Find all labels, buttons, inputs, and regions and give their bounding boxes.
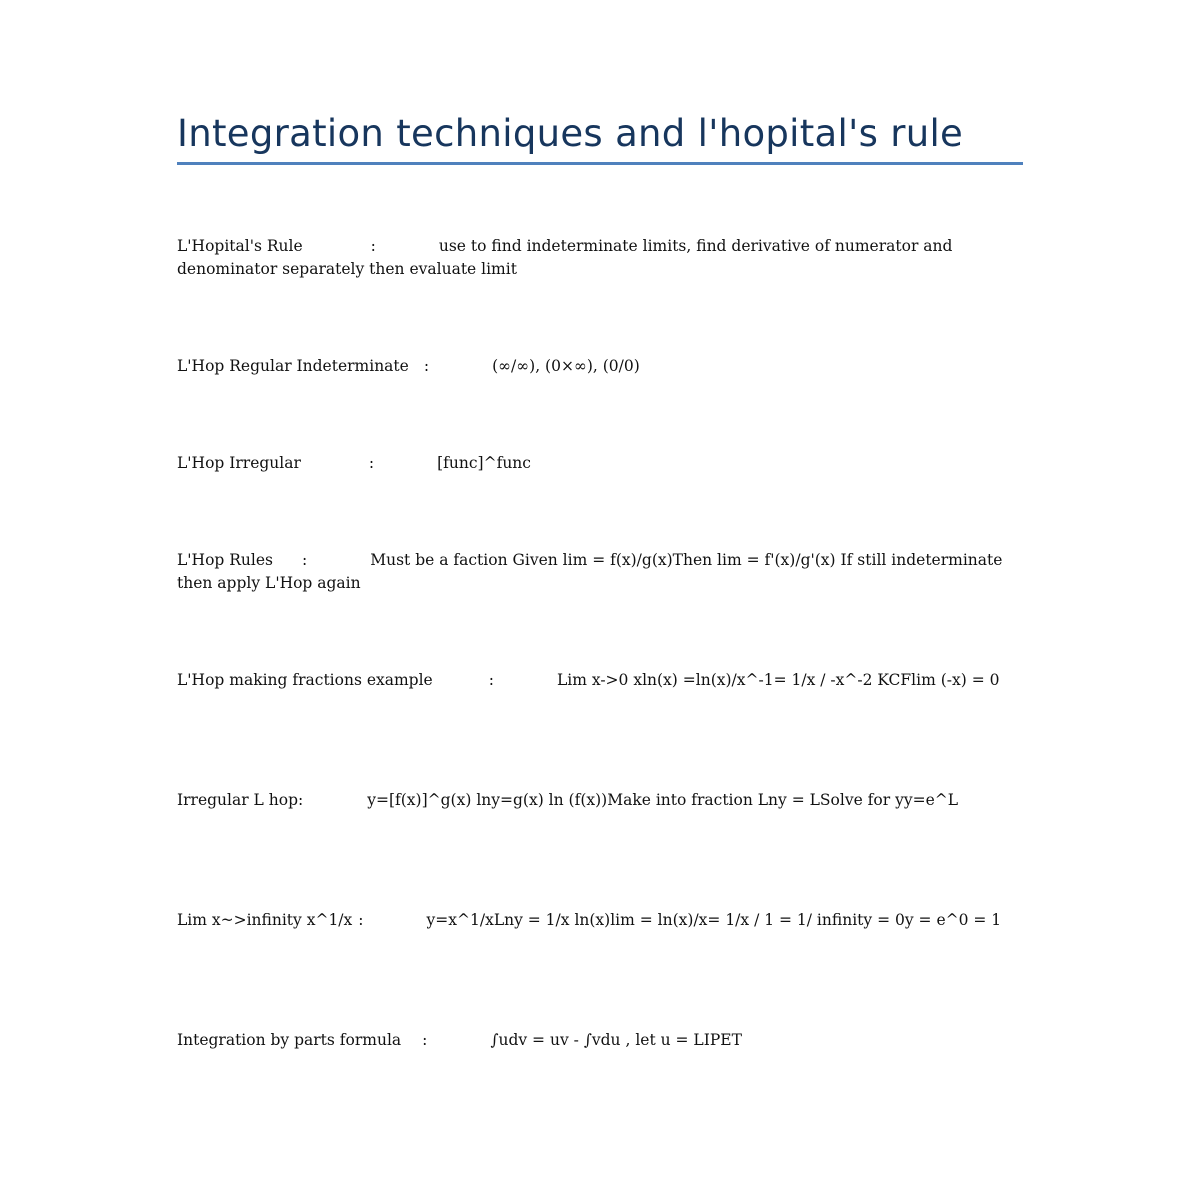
entry-separator: : (422, 1031, 428, 1049)
entry-definition: (∞/∞), (0×∞), (0/0) (492, 357, 640, 375)
entry-separator: : (302, 551, 308, 569)
entry-lhop-rules (177, 549, 1023, 595)
entry-term: L'Hop Rules (177, 551, 273, 569)
entry-definition: y=x^1/xLny = 1/x ln(x)lim = ln(x)/x= 1/x / 1 = 1/ infinity = 0y = e^0 = 1 (426, 911, 1002, 929)
entry-separator: : (423, 357, 430, 375)
title-divider (177, 162, 1023, 165)
entry-definition: [func]^func (437, 454, 531, 472)
entry-lhop-irregular (177, 452, 1023, 475)
entry-term: Irregular L hop: (177, 791, 304, 809)
entry-term: Lim x~>infinity x^1/x (177, 911, 353, 929)
entry-integration-by-parts-formula (177, 1029, 1023, 1052)
entry-term: L'Hopital's Rule (177, 237, 303, 255)
entry-definition: ∫udv = uv - ∫vdu , let u = LIPET (490, 1031, 742, 1049)
entry-definition: y=[f(x)]^g(x) lny=g(x) ln (f(x))Make into fraction Lny = LSolve for yy=e^L (367, 791, 959, 809)
entry-separator: : (358, 911, 364, 929)
entry-definition: Lim x->0 xln(x) =ln(x)/x^-1= 1/x / -x^-2 KCFlim (-x) = 0 (556, 671, 1000, 689)
document-title: Integration techniques and l'hopital's rule (177, 112, 964, 155)
entry-lhop-making-fractions-example (177, 669, 1023, 692)
entry-lim-x-infinity (177, 909, 1023, 932)
entry-definition: use to find indeterminate limits, find derivative of numerator and denominator separately then evaluate limit (177, 237, 953, 278)
entry-term: L'Hop Irregular (177, 454, 301, 472)
entry-definition: Must be a faction Given lim = f(x)/g(x)Then lim = f'(x)/g'(x) If still indeterminate then apply L'Hop again (177, 551, 1003, 592)
entry-separator: : (368, 454, 375, 472)
entry-separator: : (370, 237, 376, 255)
entry-irregular-l-hop (177, 789, 1023, 812)
entry-term: Integration by parts formula (177, 1031, 402, 1049)
document-page (177, 110, 1023, 165)
entry-term: L'Hop Regular Indeterminate (177, 357, 409, 375)
entry-term: L'Hop making fractions example (177, 671, 433, 689)
entry-separator: : (488, 671, 494, 689)
entry-lhop-regular-indeterminate (177, 355, 1023, 378)
entry-lhopitals-rule (177, 235, 1023, 281)
